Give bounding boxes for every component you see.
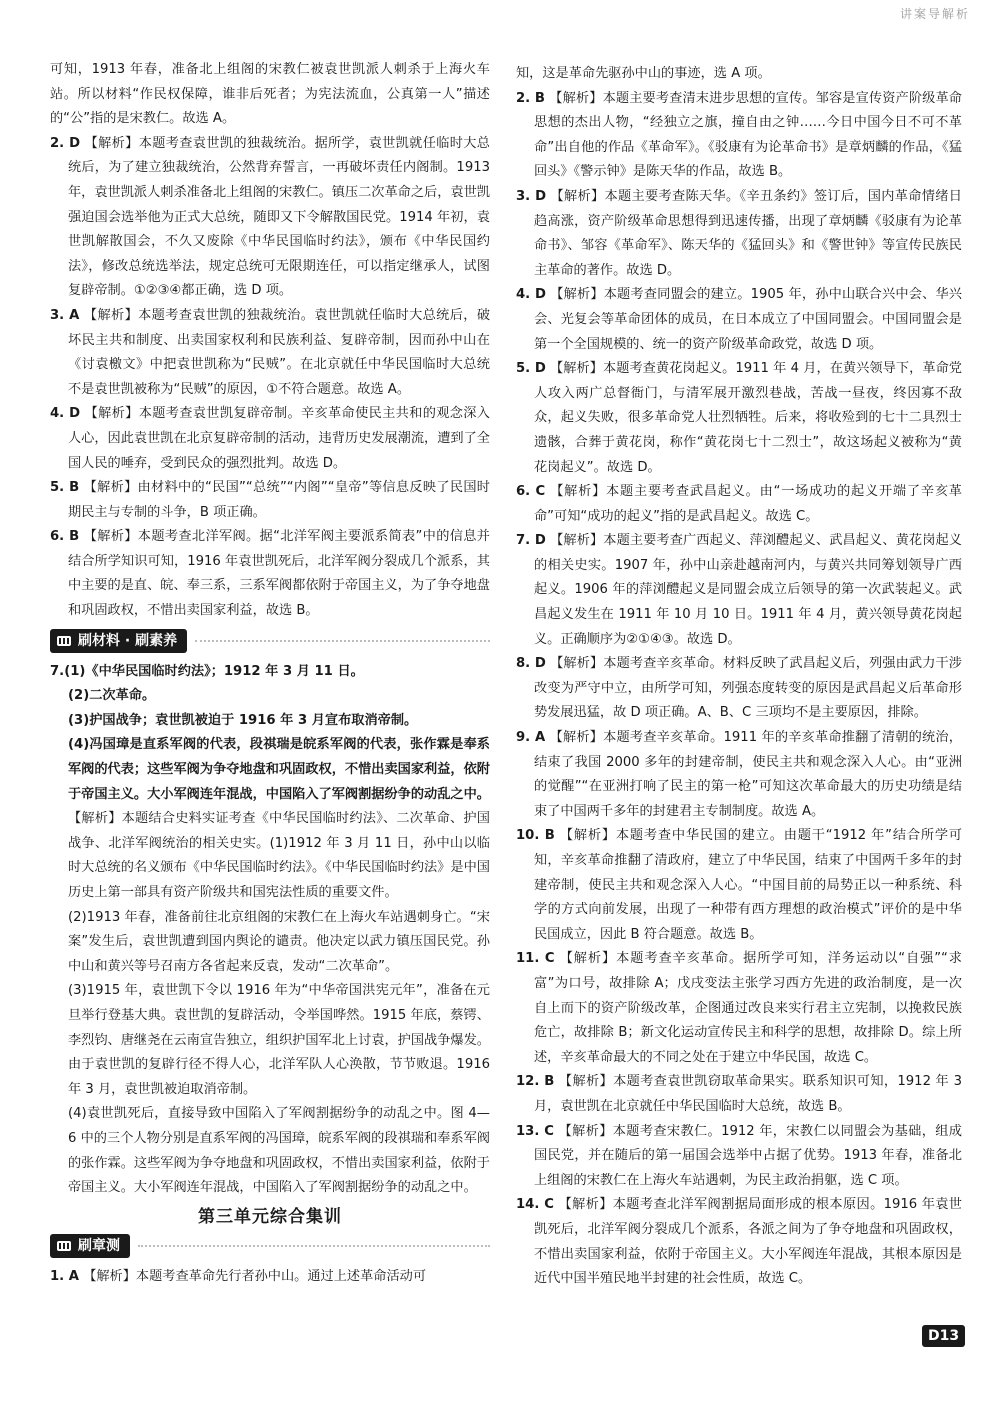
answer-number: 7. (50, 663, 65, 679)
answer-item (516, 283, 962, 357)
answer-number: 6. B (50, 529, 80, 545)
answer-text: 【解析】本题考查北洋军阀。据“北洋军阀主要派系简表”中的信息并结合所学知识可知，1916 年袁世凯死后，北洋军阀分裂成几个派系，其中主要的是直、皖、奉三系，三系军阀都依附于帝国主义，为了争夺地盘和巩固政权，不惜出卖国家利益，故选 B。 (68, 529, 490, 619)
left-column (50, 58, 490, 1290)
answer-number: 2. B (516, 90, 545, 106)
answer-number: 10. B (516, 828, 555, 844)
answer-item (50, 132, 490, 304)
answer-number: 2. D (50, 135, 81, 151)
answer-number: 3. A (50, 307, 80, 323)
section-divider (138, 1245, 490, 1247)
answer-item (50, 1265, 490, 1290)
q7-answer-1: (1)《中华民国临时约法》；1912 年 3 月 11 日。 (64, 663, 364, 679)
answer-item (516, 87, 962, 185)
q7-analysis-4: (4)袁世凯死后，直接导致中国陷入了军阀割据纷争的动乱之中。图 4—6 中的三个人物分别是直系军阀的冯国璋，皖系军阀的段祺瑞和奉系军阀的张作霖。这些军阀为争夺地盘和巩固政权，不惜出卖国家利益，依附于帝国主义。大小军阀连年混战，中国陷入了军阀割据纷争的动乱之中。 (68, 1106, 490, 1196)
section-label: 刷材料 · 刷素养 (78, 632, 178, 649)
answer-item (516, 824, 962, 947)
book-icon (56, 633, 72, 649)
section-badge (50, 1234, 130, 1258)
answer-number: 14. C (516, 1197, 554, 1213)
answer-text: 【解析】本题考查同盟会的建立。1905 年，孙中山联合兴中会、华兴会、光复会等革命团体的成员，在日本成立了中国同盟会。中国同盟会是第一个全国规模的、统一的资产阶级革命政党，故选 D 项。 (534, 287, 962, 352)
answer-item (516, 529, 962, 652)
answer-text: 【解析】本题主要考查清末进步思想的宣传。邹容是宣传资产阶级革命思想的杰出人物，“经独立之旗，撞自由之钟……今日中国今日不可不革命”出自他的作品《革命军》。《驳康有为论革命书》是章炳麟的作品，《猛回头》《警示钟》是陈天华的作品，故选 B。 (534, 90, 962, 180)
q7-answer-3: (3)护国战争；袁世凯被迫于 1916 年 3 月宣布取消帝制。 (68, 712, 418, 728)
q7-analysis-3: (3)1915 年，袁世凯下令以 1916 年为“中华帝国洪宪元年”，准备在元旦举行登基大典。袁世凯的复辟活动，令举国哗然。1915 年底，蔡锷、李烈钧、唐继尧在云南宣告独立，组织护国军北上讨袁，护国战争爆发。由于袁世凯的复辟行径不得人心，北洋军队人心涣散，节节败退。1916 年 3 月，袁世凯被迫取消帝制。 (68, 983, 490, 1097)
section-label: 刷章测 (78, 1238, 120, 1255)
answer-number: 5. D (516, 361, 546, 377)
answer-item (516, 652, 962, 726)
section-header-chapter-test (50, 1233, 490, 1259)
answer-item (50, 525, 490, 623)
answer-number: 11. C (516, 951, 555, 967)
answer-text: 【解析】本题考查中华民国的建立。由题干“1912 年”结合所学可知，辛亥革命推翻了清政府，建立了中华民国，结束了中国两千多年的封建帝制，使民主共和观念深入人心。“中国目前的局势正以一种系统、科学的方式向前发展，出现了一种带有西方理想的政治模式”评价的是中华民国成立，因此 B 符合题意。故选 B。 (534, 828, 962, 942)
right-column (516, 62, 962, 1292)
answer-text: 【解析】本题考查袁世凯复辟帝制。辛亥革命使民主共和的观念深入人心，因此袁世凯在北京复辟帝制的活动，违背历史发展潮流，遭到了全国人民的唾弃，受到民众的强烈批判。故选 D。 (68, 406, 490, 471)
book-icon (56, 1238, 72, 1254)
answer-number: 13. C (516, 1123, 554, 1139)
answer-number: 8. D (516, 656, 546, 672)
answer-text: 【解析】本题考查辛亥革命。据所学可知，洋务运动以“自强”“求富”为口号，故排除 A；戊戌变法主张学习西方先进的政治制度，是一次自上而下的资产阶级改革，企图通过改良来实行君主立宪制，以挽救民族危亡，故排除 B；新文化运动宣传民主和科学的思想，故排除 D。综上所述，辛亥革命最大的不同之处在于建立中华民国，故选 C。 (534, 951, 962, 1065)
answer-item (516, 480, 962, 529)
answer-number: 3. D (516, 188, 547, 204)
answer-text: 【解析】本题考查宋教仁。1912 年，宋教仁以同盟会为基础，组成国民党，并在随后的第一届国会选举中占据了优势。1913 年春，准备北上组阁的宋教仁在上海火车站遇刺，为民主政治捐躯，选 C 项。 (534, 1123, 962, 1188)
answer-item (50, 476, 490, 525)
answer-number: 1. A (50, 1269, 79, 1285)
answer-number: 6. C (516, 484, 546, 500)
section-header-material (50, 628, 490, 654)
answer-item (516, 1070, 962, 1119)
answer-number: 12. B (516, 1074, 555, 1090)
answer-text: 【解析】本题考查辛亥革命。1911 年的辛亥革命推翻了清朝的统治，结束了我国 2000 多年的封建帝制，使民主共和观念深入人心。由“亚洲的觉醒”“在亚洲打响了民主的第一枪”可知这次革命最大的历史功绩是结束了中国两千多年的封建君主专制制度。故选 A。 (534, 730, 962, 819)
unit-title: 第三单元综合集训 (198, 1206, 342, 1227)
q7-analysis-2: (2)1913 年春，准备前往北京组阁的宋教仁在上海火车站遇刺身亡。“宋案”发生后，袁世凯遭到国内舆论的谴责。他决定以武力镇压国民党。孙中山和黄兴等号召南方各省起来反袁，发动“二次革命”。 (68, 909, 490, 974)
answer-text: 【解析】本题考查辛亥革命。材料反映了武昌起义后，列强由武力干涉改变为严守中立，由所学可知，列强态度转变的原因是武昌起义后革命形势发展迅猛，故 D 项正确。A、B、C 三项均不是主要原因，排除。 (534, 656, 962, 721)
answer-text: 【解析】本题考查革命先行者孙中山。通过上述革命活动可 (83, 1269, 427, 1285)
answer-number: 5. B (50, 480, 80, 496)
answer-item (516, 947, 962, 1070)
answer-text: 【解析】由材料中的“民国”“总统”“内阁”“皇帝”等信息反映了民国时期民主与专制的斗争，B 项正确。 (68, 480, 490, 520)
answer-text: 【解析】本题考查北洋军阀割据局面形成的根本原因。1916 年袁世凯死后，北洋军阀分裂成几个派系，各派之间为了争夺地盘和巩固政权，不惜出卖国家利益，依附于帝国主义。大小军阀连年混战，其根本原因是近代中国半殖民地半封建的社会性质，故选 C。 (534, 1197, 962, 1287)
answer-text: 【解析】本题主要考查武昌起义。由“一场成功的起义开端了辛亥革命”可知“成功的起义”指的是武昌起义。故选 C。 (534, 484, 962, 524)
answer-number: 4. D (516, 287, 546, 303)
answer-number: 4. D (50, 406, 81, 422)
answer-item (50, 402, 490, 476)
answer-item (516, 185, 962, 283)
answer-text: 【解析】本题考查袁世凯的独裁统治。据所学，袁世凯就任临时大总统后，为了建立独裁统治，公然背弃誓言，一再破坏责任内阁制。1913 年，袁世凯派人刺杀准备北上组阁的宋教仁。镇压二次革命之后，袁世凯强迫国会选举他为正式大总统，随即又下令解散国民党。1914 年初，袁世凯解散国会，不久又废除《中华民国临时约法》，颁布《中华民国约法》，修改总统选举法，规定总统可无限期连任，可以指定继承人，试图复辟帝制。①②③④都正确，选 D 项。 (68, 135, 490, 299)
q7-answer-2: (2)二次革命。 (68, 688, 156, 704)
section-divider (195, 640, 490, 642)
answer-text: 【解析】本题主要考查陈天华。《辛丑条约》签订后，国内革命情绪日趋高涨，资产阶级革命思想得到迅速传播，出现了章炳麟《驳康有为论革命书》、邹容《革命军》、陈天华的《猛回头》和《警世钟》等宣传民族民主革命的著作。故选 D。 (534, 188, 962, 278)
answer-text: 【解析】本题考查袁世凯窃取革命果实。联系知识可知，1912 年 3 月，袁世凯在北京就任中华民国临时大总统，故选 B。 (534, 1074, 962, 1114)
answer-text: 【解析】本题考查黄花岗起义。1911 年 4 月，在黄兴领导下，革命党人攻入两广总督衙门，与清军展开激烈巷战，苦战一昼夜，终因寡不敌众，起义失败，很多革命党人壮烈牺牲。后来，将收殓到的七十二具烈士遗骸，合葬于黄花岗，称作“黄花岗七十二烈士”，故这场起义被称为“黄花岗起义”。故选 D。 (534, 361, 962, 475)
answer-text: 【解析】本题主要考查广西起义、萍浏醴起义、武昌起义、黄花岗起义的相关史实。1907 年，孙中山亲赴越南河内，与黄兴共同筹划领导广西起义。1906 年的萍浏醴起义是同盟会成立后领导的第一次武装起义。武昌起义发生在 1911 年 10 月 10 日。1911 年 4 月，黄兴领导黄花岗起义。正确顺序为②①④③。故选 D。 (534, 533, 962, 647)
page-number: D13 (922, 1325, 965, 1347)
q7-answer (50, 660, 490, 685)
answer-item (516, 726, 962, 824)
left-intro: 可知，1913 年春，准备北上组阁的宋教仁被袁世凯派人刺杀于上海火车站。所以材料“作民权保障，谁非后死者；为宪法流血，公真第一人”描述的“公”指的是宋教仁。故选 A。 (50, 62, 490, 127)
right-intro: 知，这是革命先驱孙中山的事迹，选 A 项。 (516, 66, 771, 81)
answer-number: 7. D (516, 533, 546, 549)
answer-item (516, 357, 962, 480)
answer-text: 【解析】本题考查袁世凯的独裁统治。袁世凯就任临时大总统后，破坏民主共和制度、出卖国家权利和民族利益、复辟帝制，因而孙中山在《讨袁檄文》中把袁世凯称为“民贼”。在北京就任中华民国临时大总统不是袁世凯被称为“民贼”的原因，①不符合题意。故选 A。 (68, 307, 491, 397)
answer-item (516, 1120, 962, 1194)
page-header: 讲案导解析 (899, 7, 970, 21)
q7-analysis-1: 【解析】本题结合史料实证考查《中华民国临时约法》、二次革命、护国战争、北洋军阀统治的相关史实。(1)1912 年 3 月 11 日，孙中山以临时大总统的名义颁布《中华民国临时约法》。《中华民国临时约法》是中国历史上第一部具有资产阶级共和国宪法性质的重要文件。 (68, 811, 490, 900)
section-badge (50, 629, 187, 653)
answer-item (50, 304, 490, 402)
answer-item (516, 1193, 962, 1291)
q7-answer-4: (4)冯国璋是直系军阀的代表，段祺瑞是皖系军阀的代表，张作霖是奉系军阀的代表；这些军阀为争夺地盘和巩固政权，不惜出卖国家利益，依附于帝国主义。大小军阀连年混战，中国陷入了军阀割据纷争的动乱之中。 (68, 737, 490, 802)
answer-number: 9. A (516, 730, 546, 746)
